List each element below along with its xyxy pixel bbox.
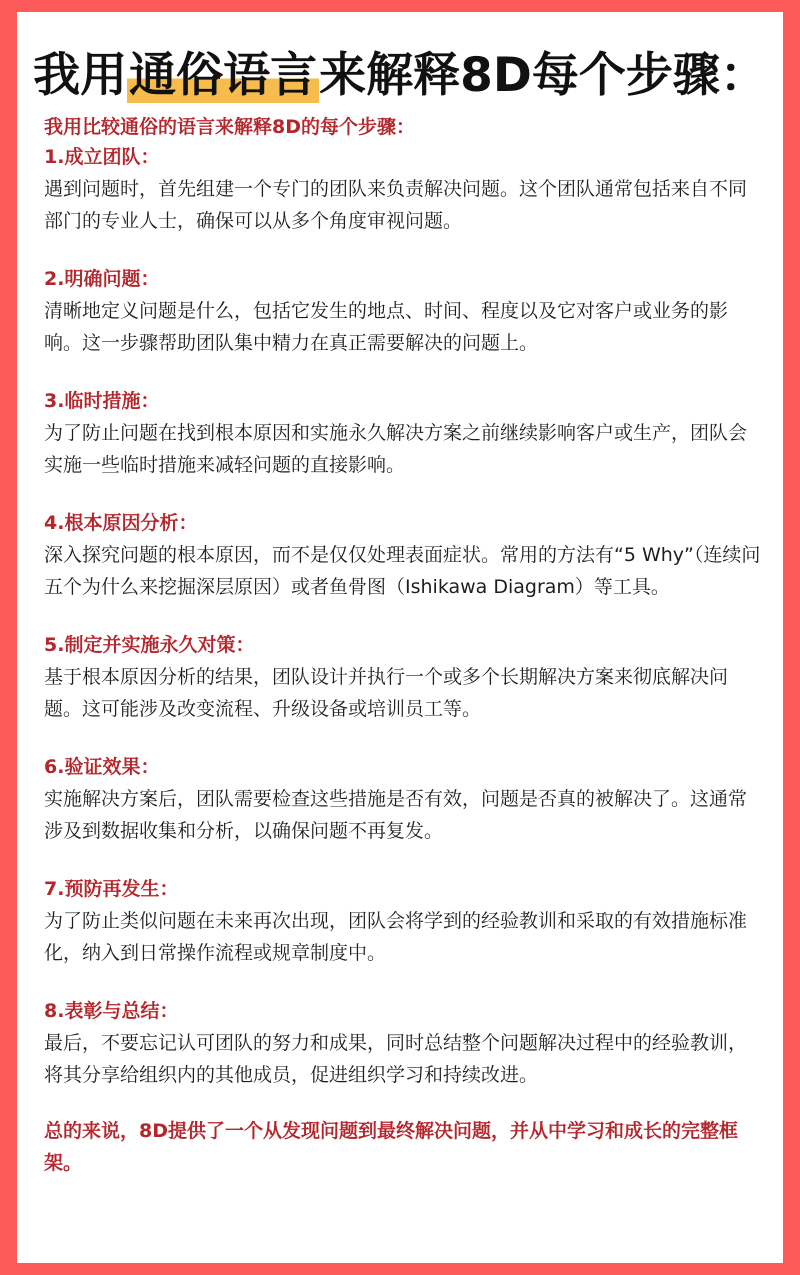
section-heading: 3.临时措施：: [44, 390, 160, 412]
section-body: 实施解决方案后，团队需要检查这些措施是否有效，问题是否真的被解决了。这通常涉及到数据收集和分析，以确保问题不再复发。: [44, 788, 748, 842]
section-heading: 6.验证效果：: [44, 756, 160, 778]
section-step-8: [44, 996, 764, 1091]
intro-text: 我用比较通俗的语言来解释8D的每个步骤：: [44, 116, 415, 138]
section-step-7: [44, 874, 764, 969]
section-body: 深入探究问题的根本原因，而不是仅仅处理表面症状。常用的方法有“5 Why”（连续问五个为什么来挖掘深层原因）或者鱼骨图（Ishikawa Diagram）等工具。: [44, 544, 761, 598]
section-heading: 8.表彰与总结：: [44, 1000, 179, 1022]
title-prefix: 我用: [33, 48, 128, 103]
section-step-5: [44, 630, 764, 725]
section-heading: 1.成立团队：: [44, 146, 160, 168]
section-heading: 2.明确问题：: [44, 268, 160, 290]
section-step-4: [44, 508, 764, 603]
content-card: [17, 12, 783, 1263]
title-suffix: 来解释8D每个步骤：: [319, 48, 767, 103]
section-body: 基于根本原因分析的结果，团队设计并执行一个或多个长期解决方案来彻底解决问题。这可能涉及改变流程、升级设备或培训员工等。: [44, 666, 729, 720]
section-body: 清晰地定义问题是什么，包括它发生的地点、时间、程度以及它对客户或业务的影响。这一步骤帮助团队集中精力在真正需要解决的问题上。: [44, 300, 729, 354]
section-body: 为了防止问题在找到根本原因和实施永久解决方案之前继续影响客户或生产，团队会实施一些临时措施来减轻问题的直接影响。: [44, 422, 748, 476]
title-highlight: 通俗语言: [129, 48, 318, 103]
section-step-3: [44, 386, 764, 481]
page-title: [17, 38, 783, 105]
article-body: [44, 112, 764, 1198]
section-body: 遇到问题时，首先组建一个专门的团队来负责解决问题。这个团队通常包括来自不同部门的专业人士，确保可以从多个角度审视问题。: [44, 178, 748, 232]
section-body: 最后，不要忘记认可团队的努力和成果，同时总结整个问题解决过程中的经验教训，将其分享给组织内的其他成员，促进组织学习和持续改进。: [44, 1032, 748, 1086]
section-heading: 4.根本原因分析：: [44, 512, 198, 534]
section-body: 为了防止类似问题在未来再次出现，团队会将学到的经验教训和采取的有效措施标准化，纳入到日常操作流程或规章制度中。: [44, 910, 748, 964]
section-step-2: [44, 264, 764, 359]
section-heading: 5.制定并实施永久对策：: [44, 634, 255, 656]
section-heading: 7.预防再发生：: [44, 878, 179, 900]
section-step-1: [44, 142, 764, 237]
section-step-6: [44, 752, 764, 847]
summary-text: 总的来说，8D提供了一个从发现问题到最终解决问题，并从中学习和成长的完整框架。: [44, 1120, 738, 1174]
